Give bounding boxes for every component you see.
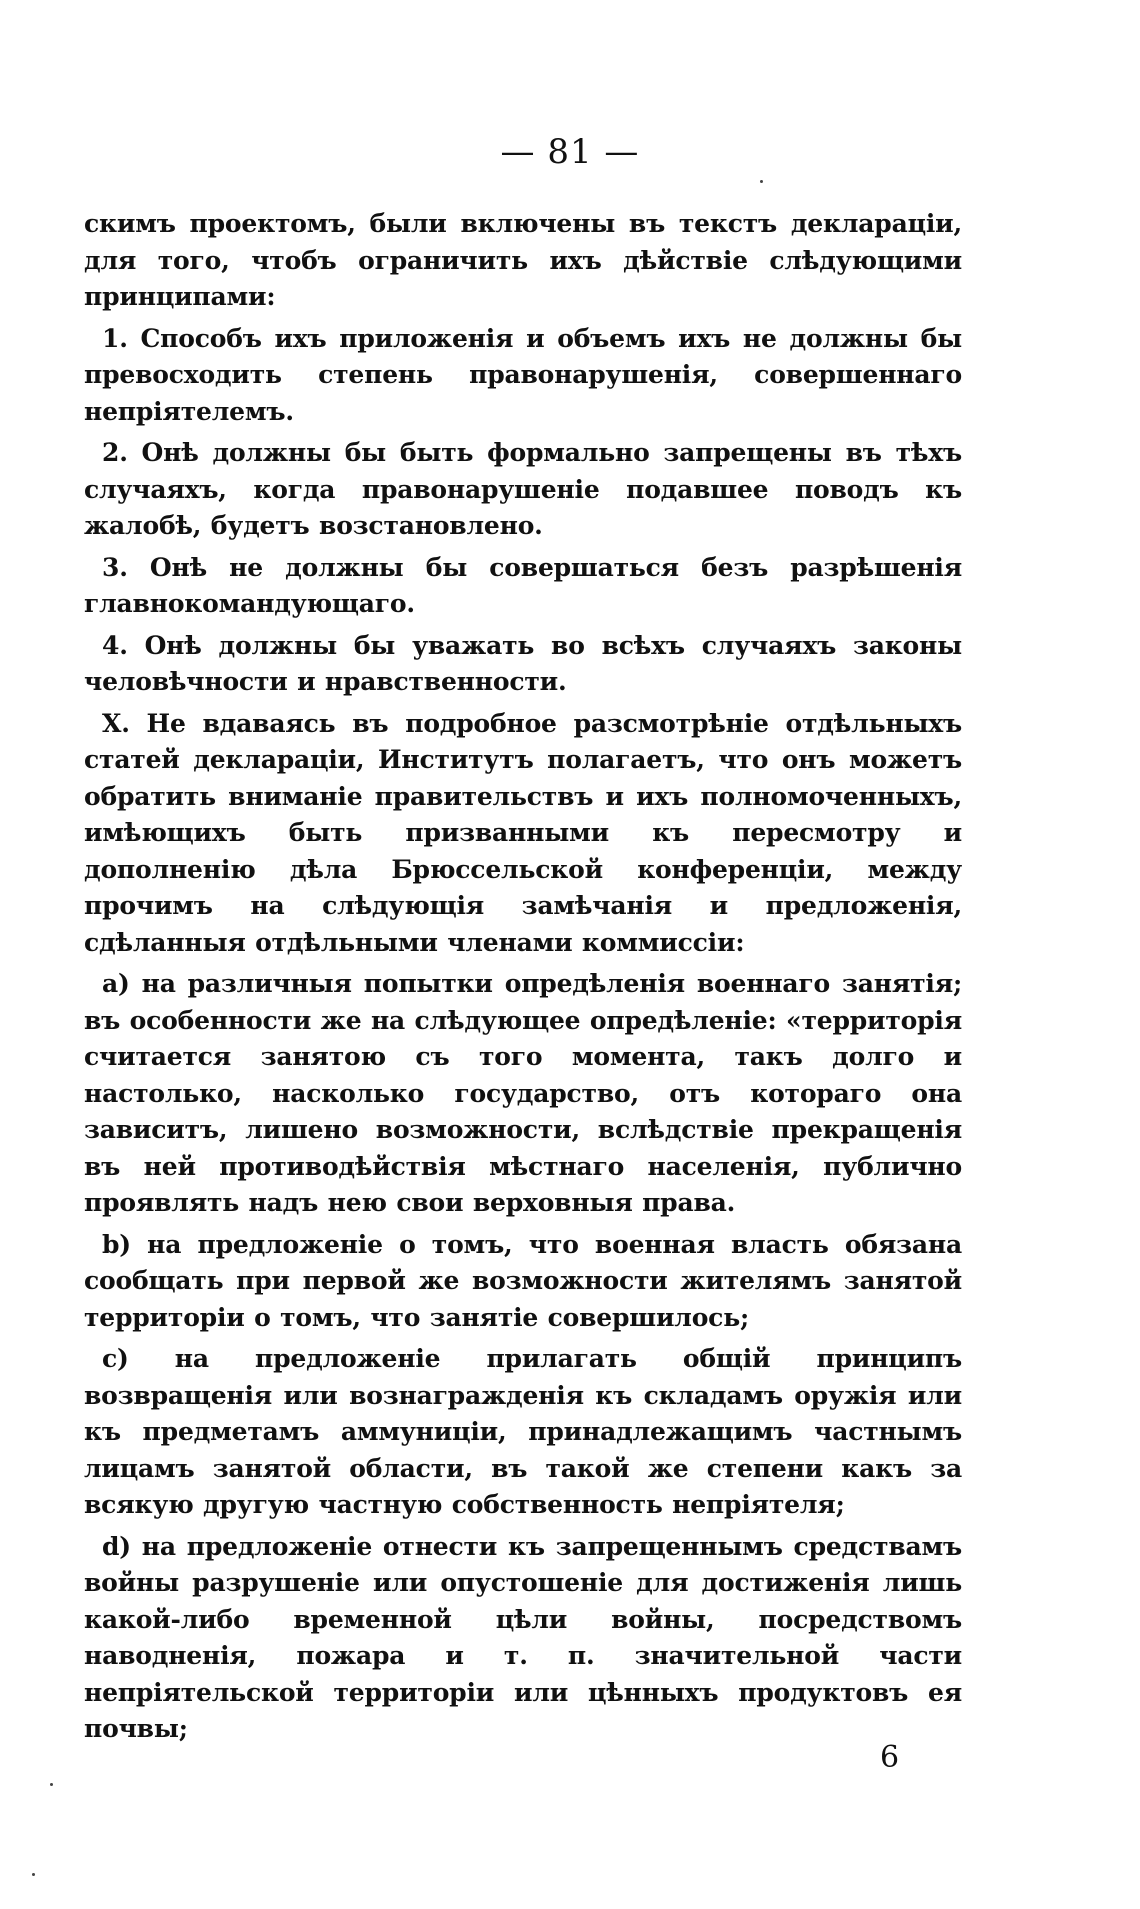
paragraph-point-2: 2. Онѣ должны бы быть формально запрещены въ тѣхъ случаяхъ, когда правонарушенiе подавшее поводъ къ жалобѣ, будетъ возстановлено. [84, 438, 962, 540]
paragraph-point-1: 1. Способъ ихъ приложенiя и объемъ ихъ не должны бы превосходить степень правонарушенiя, совершеннаго непрiятелемъ. [84, 323, 962, 426]
page-number: — 81 — [500, 132, 640, 172]
paragraph-continuation: скимъ проектомъ, были включены въ текстъ декларацiи, для того, чтобъ ограничить ихъ дѣйствiе слѣдующими принципами: [84, 209, 962, 311]
paragraph-item-b: b) на предложенiе о томъ, что военная власть обязана сообщать при первой же возможности жителямъ занятой территорiи о томъ, что занятiе совершилось; [84, 1229, 962, 1332]
body-text [84, 206, 962, 1753]
print-speck-icon [32, 1873, 35, 1876]
printer-signature-mark: 6 [880, 1740, 900, 1775]
paragraph-point-3: 3. Онѣ не должны бы совершаться безъ разрѣшенiя главнокомандующаго. [84, 552, 962, 618]
paragraph-section-x: X. Не вдаваясь въ подробное разсмотрѣнiе отдѣльныхъ статей декларацiи, Институтъ полагаетъ, что онъ можетъ обратить вниманiе правительствъ и ихъ полномоченныхъ, имѣющихъ быть призванными къ пересмотру и дополненiю дѣла Брюссельской конференцiи, между прочимъ на слѣдующiя замѣчанiя и предложенiя, сдѣланныя отдѣльными членами коммиссiи: [84, 708, 962, 957]
paragraph-item-c: c) на предложенiе прилагать общiй принципъ возвращенiя или вознагражденiя къ складамъ оружiя или къ предметамъ аммуницiи, принадлежащимъ частнымъ лицамъ занятой области, въ такой же степени какъ за всякую другую частную собственность непрiятеля; [84, 1344, 962, 1519]
paragraph-item-d: d) на предложенiе отнести къ запрещеннымъ средствамъ войны разрушенiе или опустошенiе для достиженiя лишь какой-либо временной цѣли войны, посредствомъ наводненiя, пожара и т. п. значительной части непрiятельской территорiи или цѣнныхъ продуктовъ ея почвы; [84, 1531, 962, 1743]
print-speck-icon [50, 1783, 53, 1786]
print-speck-icon [760, 180, 763, 183]
paragraph-item-a: a) на различныя попытки опредѣленiя военнаго занятiя; въ особенности же на слѣдующее опредѣленiе: «территорiя считается занятою съ того момента, такъ долго и настолько, насколько государство, отъ котораго она зависитъ, лишено возможности, вслѣдствiе прекращенiя въ ней противодѣйствiя мѣстнаго населенiя, публично проявлять надъ нею свои верховныя права. [84, 969, 962, 1217]
paragraph-point-4: 4. Онѣ должны бы уважать во всѣхъ случаяхъ законы человѣчности и нравственности. [84, 630, 962, 696]
